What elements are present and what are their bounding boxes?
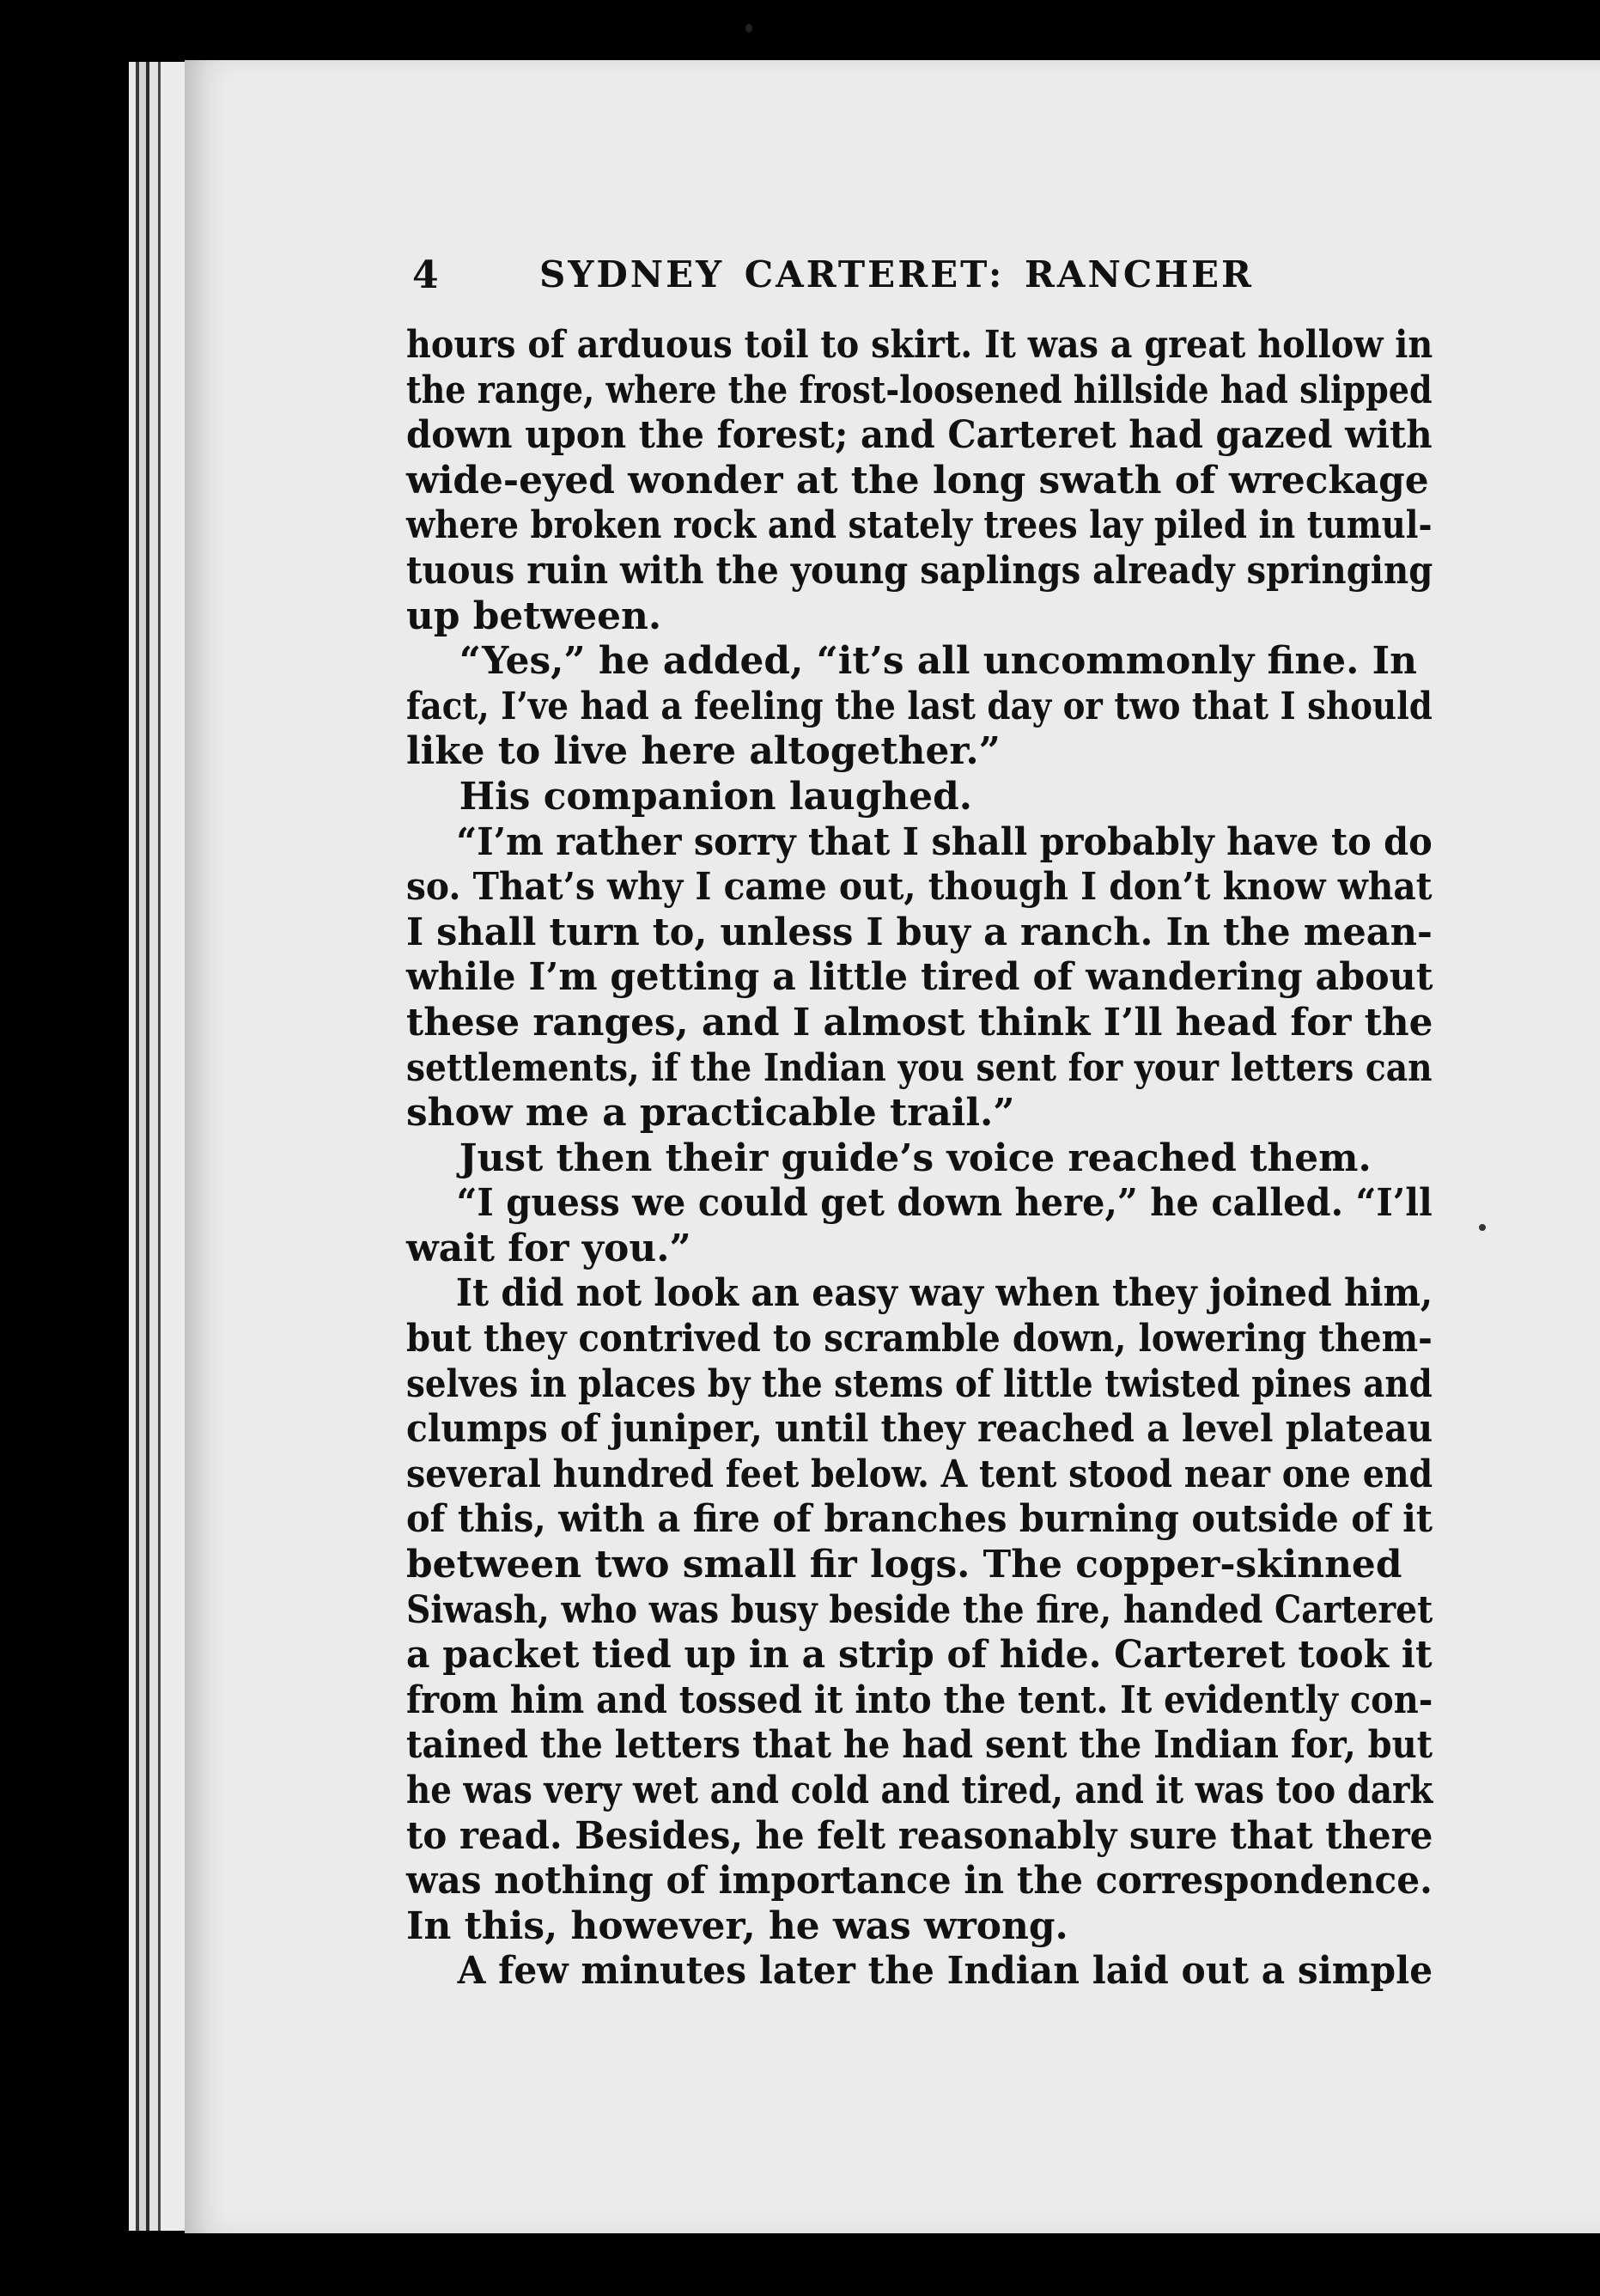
text-line: show me a practicable trail.” xyxy=(406,1091,1015,1136)
text-line: where broken rock and stately trees lay piled in tumul- xyxy=(406,503,1433,548)
text-line: from him and tossed it into the tent. It evidently con- xyxy=(406,1678,1433,1722)
text-line: In this, however, he was wrong. xyxy=(406,1903,1068,1948)
text-line: of this, with a fire of branches burning outside of it xyxy=(406,1497,1433,1542)
text-line: several hundred feet below. A tent stood near one end xyxy=(406,1452,1433,1496)
text-line: Siwash, who was busy beside the fire, handed Carteret xyxy=(406,1587,1433,1632)
text-line: Just then their guide’s voice reached them. xyxy=(459,1136,1372,1180)
text-line: I shall turn to, unless I buy a ranch. In the mean- xyxy=(406,910,1433,954)
text-line: the range, where the frost-loosened hillside had slipped xyxy=(406,368,1433,412)
text-line: a packet tied up in a strip of hide. Carteret took it xyxy=(406,1633,1433,1678)
body-text xyxy=(406,323,1437,1995)
text-line: A few minutes later the Indian laid out a simple xyxy=(457,1949,1433,1994)
scan-speck xyxy=(1479,1224,1486,1231)
text-line: His companion laughed. xyxy=(459,774,973,819)
text-line: between two small fir logs. The copper-skinned xyxy=(406,1543,1402,1587)
scan-speck xyxy=(745,24,752,33)
text-line: settlements, if the Indian you sent for your letters can xyxy=(406,1045,1433,1090)
running-head xyxy=(412,253,1305,314)
text-line: these ranges, and I almost think I’ll head for the xyxy=(406,1000,1433,1044)
text-line: up between. xyxy=(406,594,662,638)
text-line: hours of arduous toil to skirt. It was a great hollow in xyxy=(406,323,1433,367)
text-line: tained the letters that he had sent the Indian for, but xyxy=(406,1723,1433,1768)
text-line: down upon the forest; and Carteret had gazed with xyxy=(406,413,1433,458)
text-line: wait for you.” xyxy=(406,1226,691,1270)
text-line: he was very wet and cold and tired, and it was too dark xyxy=(406,1769,1433,1812)
text-line: “I’m rather sorry that I shall probably have to do xyxy=(456,819,1433,864)
page-number: 4 xyxy=(412,253,440,297)
text-line: It did not look an easy way when they joined him, xyxy=(455,1271,1433,1316)
text-line: to read. Besides, he felt reasonably sure that there xyxy=(406,1813,1433,1858)
text-line: but they contrived to scramble down, lowering them- xyxy=(406,1317,1433,1361)
text-line: tuous ruin with the young saplings already springing xyxy=(406,548,1433,593)
text-line: so. That’s why I came out, though I don’t know what xyxy=(406,865,1433,910)
text-line: was nothing of importance in the correspondence. xyxy=(406,1859,1433,1903)
text-line: “I guess we could get down here,” he called. “I’ll xyxy=(456,1181,1433,1226)
running-title: SYDNEY CARTERET: RANCHER xyxy=(539,253,1254,295)
text-line: selves in places by the stems of little twisted pines and xyxy=(406,1361,1433,1406)
text-line: wide-eyed wonder at the long swath of wreckage xyxy=(406,458,1429,502)
text-line: “Yes,” he added, “it’s all uncommonly fine. In xyxy=(459,639,1418,684)
text-line: fact, I’ve had a feeling the last day or two that I should xyxy=(406,684,1433,728)
book-spine-edge xyxy=(129,62,189,2231)
text-line: while I’m getting a little tired of wandering about xyxy=(406,955,1433,1000)
text-line: clumps of juniper, until they reached a level plateau xyxy=(406,1407,1433,1452)
text-line: like to live here altogether.” xyxy=(406,729,1001,774)
